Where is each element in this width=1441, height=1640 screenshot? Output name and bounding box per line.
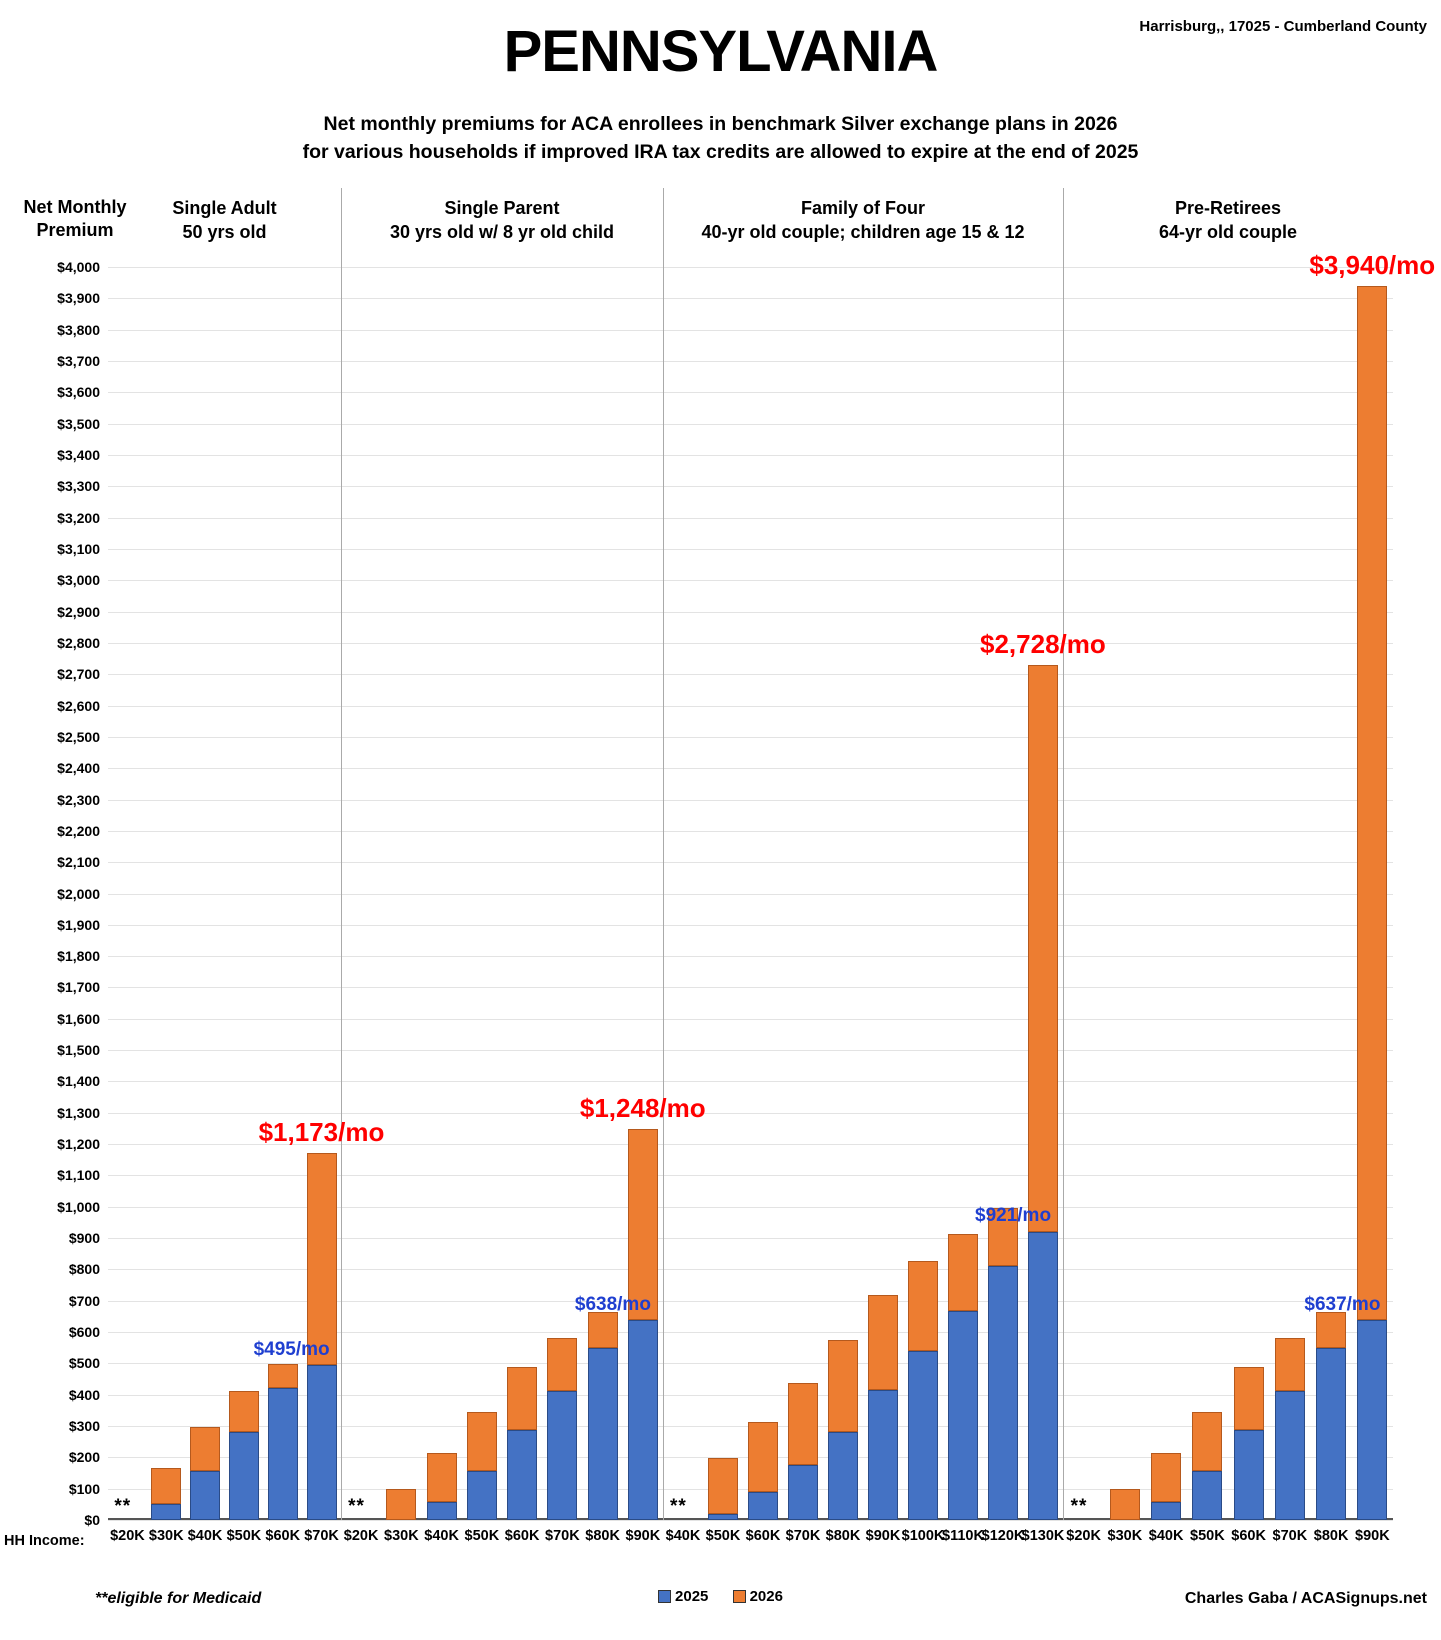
x-axis-tick-label: $130K (1021, 1528, 1065, 1544)
bar-segment-2025[interactable] (708, 1514, 738, 1520)
gridline (108, 1050, 1393, 1051)
x-axis-tick-label: $20K (1066, 1528, 1101, 1544)
bar-stack[interactable] (748, 1422, 778, 1520)
bar-stack[interactable] (1316, 1312, 1346, 1520)
subtitle (0, 110, 1441, 167)
bar-segment-2026[interactable] (1275, 1338, 1305, 1391)
x-axis-tick-label: $40K (424, 1528, 459, 1544)
gridline (108, 298, 1393, 299)
y-axis-title-line-2: Premium (36, 220, 114, 241)
y-axis-tick-label: $1,400 (57, 1073, 100, 1090)
bar-segment-2026[interactable] (307, 1153, 337, 1365)
x-axis-tick-label: $110K (942, 1528, 984, 1544)
value-callout: $637/mo (1304, 1294, 1381, 1316)
group-separator (341, 188, 342, 1520)
y-axis-tick-label: $2,700 (57, 666, 100, 683)
gridline (108, 925, 1393, 926)
bar-stack[interactable] (151, 1468, 181, 1520)
group-subtitle: 64-yr old couple (1158, 222, 1298, 243)
x-axis-tick-label: $20K (343, 1528, 379, 1544)
bar-segment-2026[interactable] (828, 1340, 858, 1432)
x-axis-tick-label: $60K (745, 1528, 781, 1544)
value-callout: $3,940/mo (1309, 249, 1436, 280)
gridline (108, 612, 1393, 613)
group-subtitle: 40-yr old couple; children age 15 & 12 (701, 222, 1025, 243)
bar-segment-2025[interactable] (908, 1351, 938, 1520)
bar-segment-2026[interactable] (1151, 1453, 1181, 1502)
medicaid-footnote: **eligible for Medicaid (95, 1590, 262, 1607)
bar-segment-2026[interactable] (788, 1383, 818, 1465)
gridline (108, 549, 1393, 550)
y-axis-title-line-1: Net Monthly (23, 197, 127, 217)
bar-segment-2025[interactable] (467, 1471, 497, 1520)
bar-segment-2026[interactable] (1316, 1312, 1346, 1348)
y-axis-tick-label: $2,200 (57, 822, 100, 839)
bar-stack[interactable] (1357, 286, 1387, 1520)
bar-stack[interactable] (1192, 1412, 1222, 1520)
bar-segment-2026[interactable] (628, 1129, 658, 1320)
bar-segment-2026[interactable] (386, 1489, 416, 1520)
x-axis-tick-label: $50K (464, 1528, 500, 1544)
bar-stack[interactable] (948, 1234, 978, 1520)
gridline (108, 267, 1393, 268)
gridline (108, 486, 1393, 487)
group-subtitle: 50 yrs old (182, 222, 267, 243)
gridline (108, 768, 1393, 769)
group-header-family-of-four (663, 196, 1063, 245)
y-axis-tick-label: $100 (68, 1480, 100, 1497)
bar-segment-2025[interactable] (868, 1390, 898, 1520)
bar-stack[interactable] (507, 1367, 537, 1520)
bar-segment-2025[interactable] (748, 1492, 778, 1520)
gridline (108, 737, 1393, 738)
y-axis-tick-label: $3,000 (57, 572, 100, 589)
bar-segment-2025[interactable] (151, 1504, 181, 1520)
bar-segment-2026[interactable] (427, 1453, 457, 1502)
y-axis-tick-label: $3,200 (57, 509, 100, 526)
bar-segment-2026[interactable] (588, 1312, 618, 1348)
x-axis-tick-label: $50K (226, 1528, 262, 1544)
x-axis-tick-label: $50K (705, 1528, 741, 1544)
y-axis-tick-label: $200 (68, 1449, 100, 1466)
bar-segment-2025[interactable] (268, 1388, 298, 1520)
gridline (108, 1081, 1393, 1082)
y-axis-tick-label: $3,300 (57, 478, 100, 495)
bar-stack[interactable] (988, 1208, 1018, 1520)
y-axis-tick-label: $2,600 (57, 697, 100, 714)
y-axis-tick-label: $500 (68, 1355, 100, 1372)
bar-segment-2026[interactable] (1357, 286, 1387, 1320)
group-title: Single Adult (172, 198, 277, 218)
value-callout: $638/mo (574, 1294, 651, 1316)
y-axis-tick-label: $1,500 (57, 1042, 100, 1059)
y-axis-tick-label: $3,400 (57, 446, 100, 463)
y-axis-tick-label: $2,400 (57, 760, 100, 777)
gridline (108, 518, 1393, 519)
x-axis-tick-label: $80K (585, 1528, 620, 1544)
y-axis-tick-label: $2,100 (57, 854, 100, 871)
y-axis-tick-label: $400 (68, 1386, 100, 1403)
bar-segment-2025[interactable] (588, 1348, 618, 1520)
group-header-single-parent (341, 196, 663, 245)
gridline (108, 361, 1393, 362)
y-axis-tick-label: $800 (68, 1261, 100, 1278)
gridline (108, 330, 1393, 331)
y-axis-tick-label: $300 (68, 1418, 100, 1435)
gridline (108, 392, 1393, 393)
y-axis-tick-label: $3,700 (57, 352, 100, 369)
y-axis-tick-label: $2,300 (57, 791, 100, 808)
group-header-pre-retirees (1063, 196, 1393, 245)
bar-segment-2025[interactable] (547, 1391, 577, 1520)
bar-segment-2025[interactable] (1151, 1502, 1181, 1520)
x-axis-tick-label: $90K (625, 1528, 661, 1544)
legend-label-2025: 2025 (675, 1588, 709, 1605)
bar-stack[interactable] (788, 1383, 818, 1520)
bar-segment-2026[interactable] (229, 1391, 259, 1433)
bar-segment-2026[interactable] (908, 1261, 938, 1351)
bar-stack[interactable] (1275, 1338, 1305, 1520)
x-axis-tick-label: $70K (785, 1528, 821, 1544)
bar-stack[interactable] (868, 1295, 898, 1520)
page-title: PENNSYLVANIA (503, 19, 938, 84)
bar-stack[interactable] (307, 1153, 337, 1520)
gridline (108, 1332, 1393, 1333)
bar-stack[interactable] (628, 1129, 658, 1520)
bar-segment-2025[interactable] (507, 1430, 537, 1520)
bar-segment-2025[interactable] (427, 1502, 457, 1520)
credit-line: Charles Gaba / ACASignups.net (1184, 1590, 1427, 1607)
y-axis-tick-label: $1,200 (57, 1136, 100, 1153)
gridline (108, 643, 1393, 644)
x-axis-tick-label: $50K (1190, 1528, 1225, 1544)
bar-segment-2025[interactable] (1234, 1430, 1264, 1520)
bar-segment-2025[interactable] (307, 1365, 337, 1520)
gridline (108, 1301, 1393, 1302)
bar-segment-2026[interactable] (547, 1338, 577, 1391)
y-axis-tick-label: $2,000 (57, 885, 100, 902)
medicaid-marker: ** (1070, 1496, 1088, 1517)
group-separator (1063, 188, 1064, 1520)
x-axis-tick-label: $90K (865, 1528, 901, 1544)
bar-stack[interactable] (268, 1364, 298, 1520)
gridline (108, 1363, 1393, 1364)
gridline (108, 862, 1393, 863)
y-axis-tick-label: $900 (68, 1230, 100, 1247)
x-axis-tick-label: $40K (187, 1528, 223, 1544)
x-axis-tick-label: $80K (825, 1528, 861, 1544)
x-axis-tick-label: $70K (545, 1528, 580, 1544)
bar-stack[interactable] (427, 1453, 457, 1520)
x-axis-tick-label: $70K (304, 1528, 339, 1544)
y-axis-tick-label: $1,000 (57, 1198, 100, 1215)
bar-segment-2026[interactable] (151, 1468, 181, 1504)
value-callout: $495/mo (253, 1338, 330, 1360)
x-axis-tick-label: $30K (384, 1528, 419, 1544)
bar-segment-2025[interactable] (788, 1465, 818, 1520)
bar-segment-2025[interactable] (229, 1432, 259, 1520)
gridline (108, 674, 1393, 675)
bar-stack[interactable] (1028, 665, 1058, 1520)
y-axis-tick-label: $1,800 (57, 948, 100, 965)
x-axis-tick-label: $40K (665, 1528, 701, 1544)
value-callout: $921/mo (975, 1205, 1052, 1227)
x-axis-tick-label: $30K (148, 1528, 184, 1544)
bar-segment-2026[interactable] (748, 1422, 778, 1492)
bar-stack[interactable] (588, 1312, 618, 1520)
legend-swatch-2025 (658, 1590, 671, 1603)
group-header-single-adult (108, 196, 341, 245)
y-axis-tick-label: $1,700 (57, 979, 100, 996)
bar-segment-2026[interactable] (708, 1458, 738, 1514)
y-axis-tick-label: $3,100 (57, 540, 100, 557)
gridline (108, 1269, 1393, 1270)
subtitle-line-1: Net monthly premiums for ACA enrollees in benchmark Silver exchange plans in 2026 (323, 113, 1118, 135)
gridline (108, 800, 1393, 801)
gridline (108, 1019, 1393, 1020)
bar-segment-2025[interactable] (1028, 1232, 1058, 1521)
x-axis-tick-label: $40K (1148, 1528, 1184, 1544)
bar-stack[interactable] (828, 1340, 858, 1520)
bar-segment-2026[interactable] (268, 1364, 298, 1387)
bar-stack[interactable] (1151, 1453, 1181, 1520)
x-axis-tick-label: $20K (110, 1528, 145, 1544)
x-axis-tick-label: $120K (981, 1528, 1025, 1544)
bar-segment-2026[interactable] (1110, 1489, 1140, 1520)
bar-segment-2025[interactable] (828, 1432, 858, 1520)
y-axis-tick-label: $3,600 (57, 384, 100, 401)
bar-segment-2026[interactable] (1192, 1412, 1222, 1471)
medicaid-marker: ** (114, 1496, 132, 1517)
y-axis-tick-label: $2,900 (57, 603, 100, 620)
bar-stack[interactable] (1110, 1489, 1140, 1520)
group-separator (663, 188, 664, 1520)
x-axis-title: HH Income: (4, 1533, 85, 1549)
y-axis-tick-label: $0 (84, 1512, 100, 1528)
gridline (108, 1395, 1393, 1396)
y-axis-tick-label: $1,600 (57, 1010, 100, 1027)
gridline (108, 1207, 1393, 1208)
y-axis-tick-label: $1,100 (57, 1167, 100, 1184)
bar-stack[interactable] (190, 1427, 220, 1520)
x-axis-tick-label: $60K (504, 1528, 540, 1544)
group-title: Family of Four (800, 198, 925, 218)
y-axis-tick-label: $700 (68, 1292, 100, 1309)
gridline (108, 455, 1393, 456)
gridline (108, 1175, 1393, 1176)
x-axis-tick-label: $60K (265, 1528, 301, 1544)
bar-stack[interactable] (908, 1261, 938, 1520)
bar-segment-2026[interactable] (467, 1412, 497, 1471)
gridline (108, 1238, 1393, 1239)
bar-segment-2025[interactable] (1316, 1348, 1346, 1520)
bar-segment-2026[interactable] (1028, 665, 1058, 1231)
gridline (108, 580, 1393, 581)
legend-item-2026 (733, 1588, 783, 1605)
x-axis-tick-label: $60K (1231, 1528, 1266, 1544)
legend-label-2026: 2026 (749, 1588, 783, 1605)
gridline (108, 956, 1393, 957)
value-callout: $1,173/mo (258, 1116, 385, 1147)
y-axis-tick-label: $2,800 (57, 634, 100, 651)
y-axis-tick-label: $3,500 (57, 415, 100, 432)
gridline (108, 894, 1393, 895)
gridline (108, 1113, 1393, 1114)
bar-segment-2025[interactable] (1357, 1320, 1387, 1520)
chart-plot-area (108, 267, 1393, 1520)
bar-segment-2025[interactable] (628, 1320, 658, 1520)
gridline (108, 987, 1393, 988)
location-note: Harrisburg,, 17025 - Cumberland County (1139, 18, 1427, 35)
medicaid-marker: ** (348, 1496, 365, 1517)
gridline (108, 424, 1393, 425)
value-callout: $1,248/mo (579, 1093, 706, 1124)
x-axis-tick-label: $70K (1272, 1528, 1308, 1544)
bar-stack[interactable] (547, 1338, 577, 1520)
bar-segment-2025[interactable] (948, 1311, 978, 1520)
bar-stack[interactable] (386, 1489, 416, 1520)
bar-stack[interactable] (229, 1391, 259, 1520)
bar-segment-2025[interactable] (1275, 1391, 1305, 1520)
bar-segment-2026[interactable] (1234, 1367, 1264, 1430)
y-axis-tick-label: $4,000 (57, 259, 100, 275)
group-subtitle: 30 yrs old w/ 8 yr old child (389, 222, 615, 243)
group-title: Pre-Retirees (1174, 198, 1282, 218)
gridline (108, 831, 1393, 832)
x-axis-tick-label: $90K (1355, 1528, 1390, 1544)
bar-stack[interactable] (708, 1458, 738, 1520)
bar-segment-2026[interactable] (948, 1234, 978, 1310)
medicaid-marker: ** (670, 1496, 687, 1517)
legend-item-2025 (658, 1588, 708, 1605)
y-axis-tick-label: $1,300 (57, 1104, 100, 1121)
y-axis-tick-label: $600 (68, 1324, 100, 1341)
value-callout: $2,728/mo (980, 629, 1106, 660)
y-axis-tick-label: $2,500 (57, 728, 100, 745)
x-axis-tick-label: $100K (901, 1528, 945, 1544)
bar-segment-2025[interactable] (190, 1471, 220, 1520)
bar-stack[interactable] (467, 1412, 497, 1520)
y-axis-tick-label: $1,900 (57, 916, 100, 933)
bar-segment-2026[interactable] (190, 1427, 220, 1472)
bar-segment-2025[interactable] (988, 1266, 1018, 1520)
bar-segment-2025[interactable] (1192, 1471, 1222, 1520)
bar-segment-2026[interactable] (868, 1295, 898, 1390)
bar-segment-2026[interactable] (507, 1367, 537, 1430)
gridline (108, 706, 1393, 707)
y-axis-tick-label: $3,800 (57, 321, 100, 338)
x-axis-tick-label: $30K (1107, 1528, 1143, 1544)
subtitle-line-2: for various households if improved IRA tax credits are allowed to expire at the end of 2025 (302, 141, 1139, 164)
group-title: Single Parent (444, 198, 560, 218)
x-axis-tick-label: $80K (1313, 1528, 1349, 1544)
y-axis-tick-label: $3,900 (57, 290, 100, 307)
legend-swatch-2026 (733, 1590, 746, 1603)
bar-stack[interactable] (1234, 1367, 1264, 1520)
gridline (108, 1520, 1393, 1521)
